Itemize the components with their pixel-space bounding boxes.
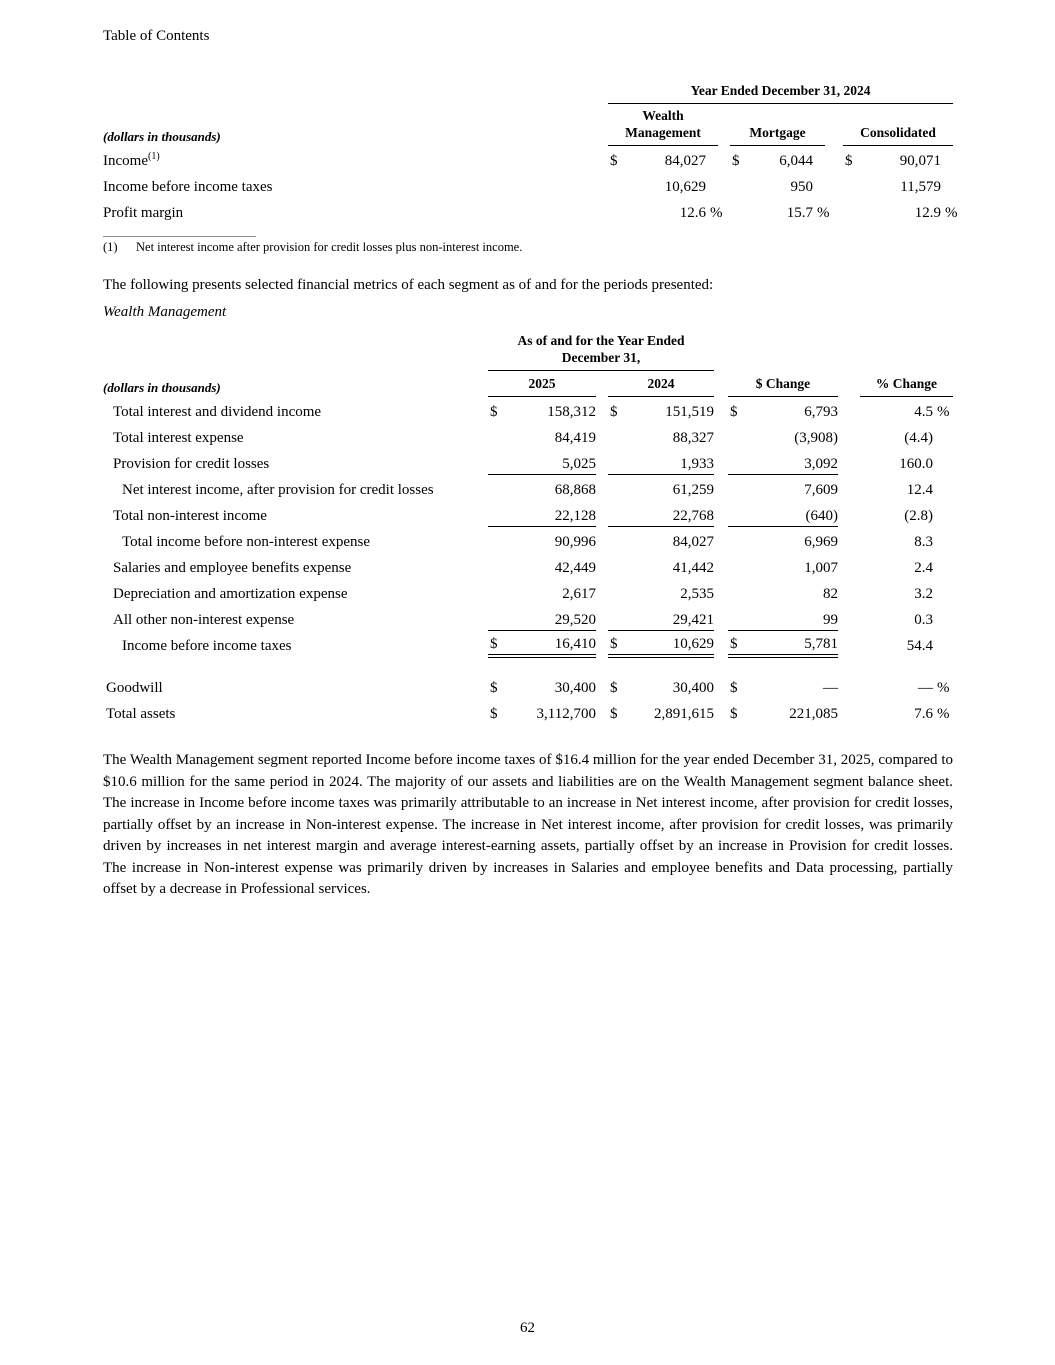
spacer-cell <box>838 422 860 448</box>
value-cell: 2,535 <box>680 586 714 603</box>
currency-cell <box>488 474 514 500</box>
currency-cell <box>843 171 871 197</box>
value-cell: 12.6 <box>679 205 706 222</box>
currency-cell <box>728 422 754 448</box>
value-cell: 2.4 <box>914 560 933 577</box>
value-cell: 30,400 <box>554 680 596 697</box>
currency-cell: $ <box>730 706 738 723</box>
value-cell: 950 <box>790 179 813 196</box>
value-cell: 3,112,700 <box>536 706 596 723</box>
value-cell: 54.4 <box>906 638 933 655</box>
column-header-percent-change: % Change <box>860 370 953 396</box>
row-label: Total non-interest income <box>113 508 267 525</box>
value-cell: 22,128 <box>514 500 596 526</box>
table-row <box>103 578 953 604</box>
spacer-cell <box>714 526 728 552</box>
percent-sign-cell: % <box>817 205 830 222</box>
spacer-cell <box>714 604 728 630</box>
currency-cell: $ <box>610 680 618 697</box>
spacer-cell <box>596 526 608 552</box>
value-cell: 84,419 <box>554 430 596 447</box>
currency-cell <box>608 197 636 223</box>
row-label: Income before income taxes <box>122 638 292 655</box>
percent-sign-cell <box>933 604 953 630</box>
spacer-cell <box>838 630 860 656</box>
spacer-cell <box>103 656 953 672</box>
value-cell: 22,768 <box>634 500 714 526</box>
spacer-cell <box>596 474 608 500</box>
spacer-cell <box>838 448 860 474</box>
value-cell: (4.4) <box>904 430 933 447</box>
spacer-cell <box>714 396 728 422</box>
segment-income-table <box>103 79 958 223</box>
column-header-dollar-change: $ Change <box>728 370 838 396</box>
table-header-row <box>103 103 953 145</box>
spacer-cell <box>838 552 860 578</box>
spacer-cell <box>825 171 843 197</box>
percent-sign-cell <box>706 171 718 197</box>
row-label: Salaries and employee benefits expense <box>113 560 352 577</box>
column-header-2024: 2024 <box>608 370 714 396</box>
currency-cell: $ <box>490 680 498 697</box>
table-row <box>103 552 953 578</box>
spacer-cell <box>860 330 953 370</box>
value-cell: 2,617 <box>562 586 596 603</box>
table-row <box>103 672 953 698</box>
spacer-cell <box>838 604 860 630</box>
value-cell: 82 <box>823 586 838 603</box>
currency-cell: $ <box>610 706 618 723</box>
percent-sign-cell <box>933 578 953 604</box>
currency-cell <box>608 552 634 578</box>
value-cell: 8.3 <box>914 534 933 551</box>
spacer-cell <box>596 578 608 604</box>
row-label: Total interest and dividend income <box>113 404 322 421</box>
currency-cell <box>608 526 634 552</box>
table-header-row <box>103 79 953 103</box>
currency-cell <box>728 448 754 474</box>
value-cell: 6,969 <box>804 534 838 551</box>
footnote-marker: (1) <box>103 240 118 254</box>
value-cell: 15.7 <box>786 205 813 222</box>
spacer-cell <box>596 698 608 724</box>
value-cell: 29,421 <box>634 604 714 630</box>
spacer-cell <box>714 672 728 698</box>
spanner-line2: December 31, <box>561 349 641 365</box>
value-cell: 158,312 <box>547 404 596 421</box>
percent-sign-cell <box>933 630 953 656</box>
table-header-row <box>103 330 953 370</box>
currency-cell <box>488 552 514 578</box>
spacer-cell <box>596 370 608 396</box>
currency-cell: $ <box>610 404 618 421</box>
value-cell: 6,044 <box>779 153 813 170</box>
value-cell: 41,442 <box>672 560 714 577</box>
row-label: Net interest income, after provision for credit losses <box>122 482 434 499</box>
percent-sign-cell <box>813 171 825 197</box>
segment-heading: Wealth Management <box>103 304 227 320</box>
value-cell: 84,027 <box>664 153 706 170</box>
row-label: Total income before non-interest expense <box>122 534 371 551</box>
currency-cell <box>730 171 758 197</box>
value-cell: 1,933 <box>634 448 714 474</box>
spacer-cell <box>714 330 728 370</box>
currency-cell <box>608 448 634 474</box>
percent-sign-cell <box>941 145 953 171</box>
spacer-cell <box>714 578 728 604</box>
spacer-cell <box>714 630 728 656</box>
value-cell: 30,400 <box>672 680 714 697</box>
value-cell: 68,868 <box>554 482 596 499</box>
currency-cell <box>730 197 758 223</box>
table-row <box>103 474 953 500</box>
currency-cell <box>608 500 634 526</box>
currency-cell <box>843 197 871 223</box>
currency-cell <box>608 171 636 197</box>
percent-sign-cell <box>933 526 953 552</box>
row-label: Total assets <box>106 706 176 723</box>
value-cell: 151,519 <box>665 404 714 421</box>
spacer-cell <box>825 103 843 145</box>
value-cell: 7,609 <box>804 482 838 499</box>
percent-sign-cell <box>813 145 825 171</box>
value-cell: 4.5 <box>914 404 933 421</box>
currency-cell <box>608 474 634 500</box>
spacer-cell <box>714 422 728 448</box>
currency-cell <box>488 422 514 448</box>
value-cell: 29,520 <box>514 604 596 630</box>
table-row <box>103 698 953 724</box>
currency-cell: $ <box>610 153 618 170</box>
table-row <box>103 500 953 526</box>
value-cell: 2,891,615 <box>654 706 714 723</box>
percent-sign-cell <box>933 500 953 526</box>
spacer-cell <box>596 630 608 656</box>
value-cell: 0.3 <box>914 612 933 629</box>
value-cell: 7.6 <box>914 706 933 723</box>
value-cell: 84,027 <box>672 534 714 551</box>
spacer-cell <box>103 79 608 103</box>
spacer-cell <box>838 330 860 370</box>
percent-sign-cell: % <box>945 205 958 222</box>
value-cell: 42,449 <box>554 560 596 577</box>
table-spacer-row <box>103 656 953 672</box>
row-label-text: Income <box>103 153 148 170</box>
currency-cell <box>728 526 754 552</box>
currency-cell <box>608 422 634 448</box>
footnote-divider <box>103 236 256 237</box>
currency-cell: $ <box>488 630 514 656</box>
percent-sign-cell: % <box>937 404 950 421</box>
value-cell: (640) <box>754 500 838 526</box>
table-row <box>103 197 953 223</box>
currency-cell: $ <box>730 404 738 421</box>
value-cell: 90,996 <box>554 534 596 551</box>
spanner-line1: As of and for the Year Ended <box>517 332 685 348</box>
spacer-cell <box>728 330 838 370</box>
row-label <box>103 145 608 171</box>
segment-commentary-paragraph: The Wealth Management segment reported Income before income taxes of $16.4 million for the year ended December 31, 2025, compared to $10.6 million for the same period in 2024. The majority of our assets and liabilities are on the Wealth Management segment balance sheet. The increase in Income before income taxes was primarily attributable to an increase in Net interest income, after provision for credit losses, partially offset by an increase in Non-interest expense. The increase in Net interest income, after provision for credit losses, was primarily driven by increases in net interest margin and average interest-earning assets, partially offset by an increase in Provision for credit losses. The increase in Non-interest expense was primarily driven by increases in Salaries and employee benefits and Data processing, partially offset by a decrease in Professional services. <box>103 752 953 897</box>
spacer-cell <box>596 672 608 698</box>
value-cell: 12.9 <box>914 205 941 222</box>
value-cell: 12.4 <box>906 482 933 499</box>
value-cell: (3,908) <box>794 430 838 447</box>
table-row <box>103 526 953 552</box>
percent-sign-cell: % <box>710 205 723 222</box>
currency-cell: $ <box>845 153 853 170</box>
year-ended-spanner: Year Ended December 31, 2024 <box>608 79 953 103</box>
spacer-cell <box>838 672 860 698</box>
spacer-cell <box>714 474 728 500</box>
value-cell: 5,781 <box>754 630 838 656</box>
table-of-contents-link: Table of Contents <box>103 28 210 44</box>
footnote-reference: (1) <box>147 151 160 163</box>
table-row <box>103 171 953 197</box>
spacer-cell <box>714 500 728 526</box>
row-label: Income before income taxes <box>103 179 273 196</box>
currency-cell <box>488 604 514 630</box>
value-cell: 3.2 <box>914 586 933 603</box>
value-cell: — <box>823 680 838 697</box>
footnote <box>103 240 953 255</box>
intro-paragraph: The following presents selected financial metrics of each segment as of and for the periods presented: <box>103 277 714 293</box>
page-number: 62 <box>520 1320 535 1336</box>
value-cell: 10,629 <box>634 630 714 656</box>
spacer-cell <box>718 171 730 197</box>
value-cell: (2.8) <box>904 508 933 525</box>
table-row <box>103 396 953 422</box>
currency-cell <box>488 578 514 604</box>
percent-sign-cell <box>933 474 953 500</box>
percent-sign-cell <box>933 422 953 448</box>
percent-sign-cell <box>941 171 953 197</box>
percent-sign-cell <box>933 448 953 474</box>
table-row <box>103 145 953 171</box>
currency-cell <box>728 474 754 500</box>
spacer-cell <box>596 422 608 448</box>
table-row <box>103 448 953 474</box>
value-cell: 6,793 <box>804 404 838 421</box>
value-cell: 10,629 <box>664 179 706 196</box>
value-cell: 1,007 <box>804 560 838 577</box>
spacer-cell <box>596 604 608 630</box>
currency-cell <box>488 500 514 526</box>
currency-cell <box>608 578 634 604</box>
currency-cell <box>728 500 754 526</box>
row-label: Depreciation and amortization expense <box>113 586 348 603</box>
value-cell: 5,025 <box>514 448 596 474</box>
value-cell: 16,410 <box>514 630 596 656</box>
spacer-cell <box>103 330 488 370</box>
value-cell: 160.0 <box>899 456 933 473</box>
value-cell: 3,092 <box>754 448 838 474</box>
column-header-wealth-management: Wealth Management <box>608 103 718 145</box>
currency-cell <box>728 578 754 604</box>
spacer-cell <box>838 396 860 422</box>
value-cell: 99 <box>754 604 838 630</box>
currency-cell <box>728 552 754 578</box>
percent-sign-cell <box>706 145 718 171</box>
currency-cell <box>728 604 754 630</box>
spacer-cell <box>838 698 860 724</box>
currency-cell <box>608 604 634 630</box>
row-label: Profit margin <box>103 205 184 222</box>
row-label: Goodwill <box>106 680 163 697</box>
column-header-mortgage: Mortgage <box>730 103 825 145</box>
table-header-row <box>103 370 953 396</box>
column-header-consolidated: Consolidated <box>843 103 953 145</box>
spacer-cell <box>718 145 730 171</box>
row-label: All other non-interest expense <box>113 612 295 629</box>
table-row <box>103 422 953 448</box>
value-cell: 221,085 <box>789 706 838 723</box>
currency-cell: $ <box>490 706 498 723</box>
value-cell: 11,579 <box>900 179 941 196</box>
row-label: Total interest expense <box>113 430 244 447</box>
value-cell: 88,327 <box>672 430 714 447</box>
spacer-cell <box>596 396 608 422</box>
percent-sign-cell: % <box>937 680 950 697</box>
spacer-cell <box>596 552 608 578</box>
column-header-2025: 2025 <box>488 370 596 396</box>
spacer-cell <box>838 500 860 526</box>
units-label: (dollars in thousands) <box>103 128 221 144</box>
spacer-cell <box>596 500 608 526</box>
currency-cell: $ <box>608 630 634 656</box>
spacer-cell <box>825 145 843 171</box>
spacer-cell <box>838 578 860 604</box>
spacer-cell <box>714 552 728 578</box>
wealth-management-metrics-table <box>103 330 953 724</box>
units-label: (dollars in thousands) <box>103 379 221 395</box>
percent-sign-cell <box>933 552 953 578</box>
spacer-cell <box>718 103 730 145</box>
spacer-cell <box>596 448 608 474</box>
table-row <box>103 604 953 630</box>
year-ended-spanner <box>488 330 714 370</box>
percent-sign-cell: % <box>937 706 950 723</box>
currency-cell <box>488 448 514 474</box>
value-cell: 90,071 <box>899 153 941 170</box>
spacer-cell <box>838 526 860 552</box>
spacer-cell <box>838 474 860 500</box>
spacer-cell <box>714 448 728 474</box>
spacer-cell <box>714 370 728 396</box>
value-cell: — <box>918 680 933 697</box>
currency-cell <box>488 526 514 552</box>
currency-cell: $ <box>730 680 738 697</box>
currency-cell: $ <box>728 630 754 656</box>
spacer-cell <box>714 698 728 724</box>
spacer-cell <box>838 370 860 396</box>
table-row <box>103 630 953 656</box>
value-cell: 61,259 <box>672 482 714 499</box>
row-label: Provision for credit losses <box>113 456 270 473</box>
currency-cell: $ <box>732 153 740 170</box>
currency-cell: $ <box>490 404 498 421</box>
footnote-text: Net interest income after provision for credit losses plus non-interest income. <box>136 240 523 254</box>
